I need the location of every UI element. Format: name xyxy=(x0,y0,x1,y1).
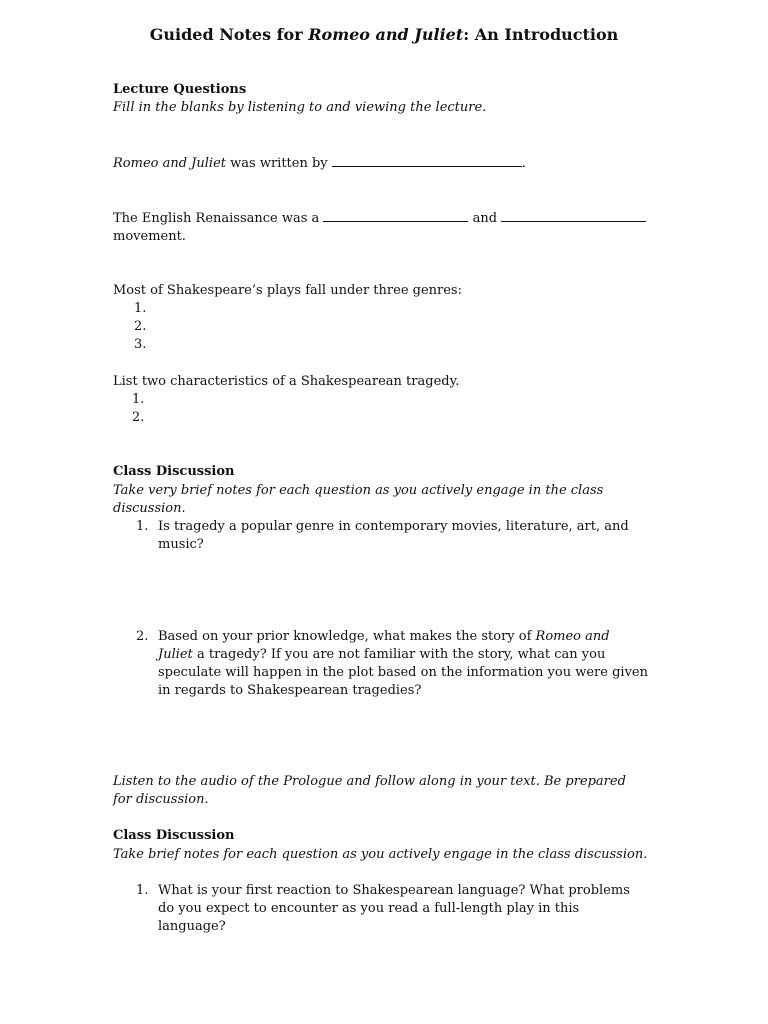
question-text-b: a tragedy? If you are not familiar with the story, what can you speculate will happen in the plot based on the information you were given in regards to Shakespearean tragedies? xyxy=(158,647,648,698)
title-suffix: : An Introduction xyxy=(463,25,619,44)
list-item: 3. xyxy=(134,337,147,352)
title-italic: Romeo and Juliet xyxy=(308,25,464,44)
question-italic: Romeo and Juliet xyxy=(158,629,610,662)
list-item: 1. xyxy=(134,301,147,316)
discussion-heading: Class Discussion xyxy=(113,828,235,843)
discussion-heading: Class Discussion xyxy=(113,464,235,479)
lecture-question-genres: Most of Shakespeare’s plays fall under three genres: xyxy=(113,283,462,298)
list-item: 2. xyxy=(132,410,145,425)
answer-blank[interactable] xyxy=(332,154,522,167)
lecture-heading: Lecture Questions xyxy=(113,82,247,97)
answer-blank[interactable] xyxy=(501,209,646,222)
list-item: 1. xyxy=(132,392,145,407)
list-item: 2. xyxy=(134,319,147,334)
q1-italic: Romeo and Juliet xyxy=(113,156,226,171)
prologue-instruction: Listen to the audio of the Prologue and follow along in your text. Be prepared for discussion. xyxy=(113,774,626,807)
answer-blank[interactable] xyxy=(323,209,468,222)
page-title xyxy=(0,24,768,46)
question-text-a: Based on your prior knowledge, what makes the story of xyxy=(158,629,536,644)
q1-end: . xyxy=(521,156,526,171)
q2-text-a: The English Renaissance was a xyxy=(113,211,324,226)
question-number: 1. xyxy=(136,519,149,534)
lecture-instruction: Fill in the blanks by listening to and viewing the lecture. xyxy=(113,100,487,115)
discussion-instruction: Take brief notes for each question as you actively engage in the class discussion. xyxy=(113,847,648,862)
lecture-question-tragedy: List two characteristics of a Shakespearean tragedy. xyxy=(113,374,460,389)
q2-text-b: and xyxy=(468,211,502,226)
lecture-question-author xyxy=(113,154,653,173)
q1-text: was written by xyxy=(226,156,332,171)
question-number: 2. xyxy=(136,629,149,644)
question-text xyxy=(158,628,648,700)
discussion-instruction: Take very brief notes for each question as you actively engage in the class discussion. xyxy=(113,483,604,516)
genres-list xyxy=(113,300,146,354)
tragedy-list xyxy=(113,391,144,427)
question-text: Is tragedy a popular genre in contemporary movies, literature, art, and music? xyxy=(158,519,629,552)
q2-text-c: movement. xyxy=(113,229,186,244)
title-prefix: Guided Notes for xyxy=(149,25,309,44)
question-text: What is your first reaction to Shakespearean language? What problems do you expect to encounter as you read a full-length play in this language? xyxy=(158,883,630,934)
question-number: 1. xyxy=(136,883,149,898)
lecture-question-renaissance xyxy=(113,209,653,246)
